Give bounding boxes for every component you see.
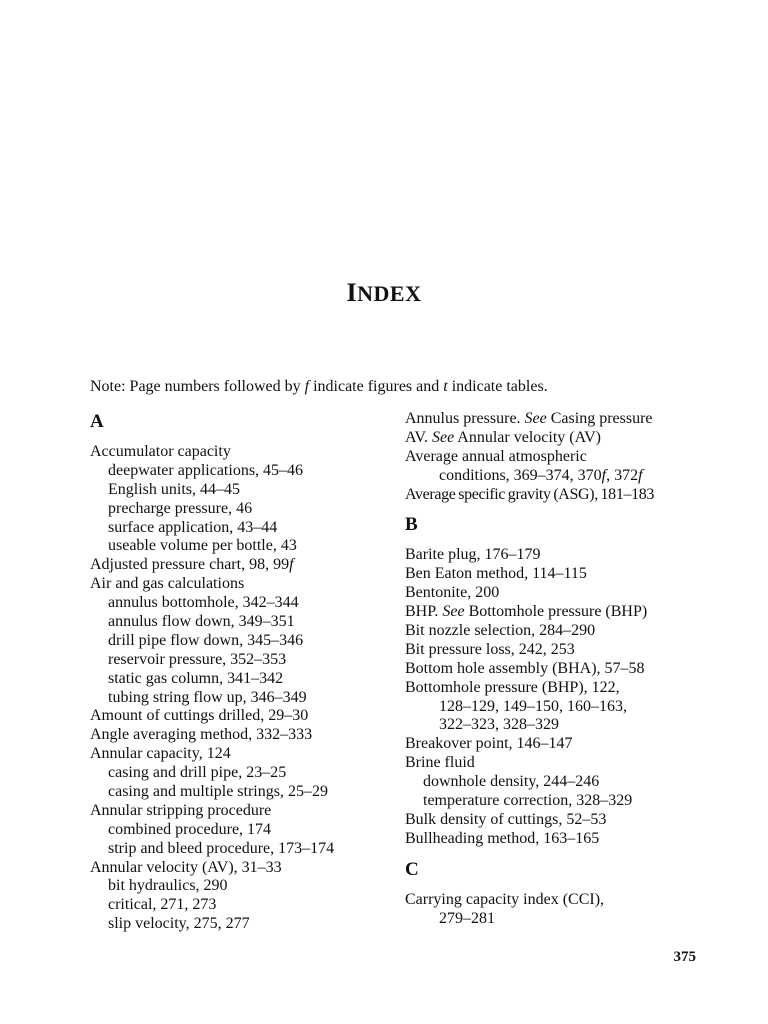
index-subentry: critical, 271, 273 bbox=[108, 896, 217, 914]
index-column-right bbox=[405, 410, 705, 928]
page-title bbox=[0, 278, 768, 308]
index-subentry: deepwater applications, 45–46 bbox=[108, 461, 304, 479]
index-subentry: useable volume per bottle, 43 bbox=[108, 537, 297, 555]
index-subentry: drill pipe flow down, 345–346 bbox=[108, 631, 304, 649]
index-subentry: temperature correction, 328–329 bbox=[423, 792, 633, 810]
figure-marker: f bbox=[289, 556, 294, 574]
index-entry: Ben Eaton method, 114–115 bbox=[405, 565, 587, 583]
index-subentry: annulus bottomhole, 342–344 bbox=[108, 594, 299, 612]
entry-text: BHP. bbox=[405, 603, 443, 621]
entry-text: Adjusted pressure chart, 98, 99 bbox=[90, 556, 290, 574]
index-entry bbox=[405, 410, 705, 429]
index-subentry: tubing string flow up, 346–349 bbox=[108, 688, 307, 706]
title-initial: I bbox=[346, 278, 358, 307]
index-entry: Average annual atmospheric bbox=[405, 447, 587, 465]
index-continuation bbox=[405, 467, 705, 486]
entry-text: Casing pressure bbox=[546, 410, 653, 427]
index-entry: Carrying capacity index (CCI), bbox=[405, 890, 605, 908]
note-f: f bbox=[304, 378, 310, 395]
index-subentry: casing and multiple strings, 25–29 bbox=[108, 783, 328, 801]
index-entry bbox=[405, 603, 705, 622]
index-entry: Bit nozzle selection, 284–290 bbox=[405, 622, 596, 640]
index-entry: Breakover point, 146–147 bbox=[405, 735, 573, 753]
entry-text: Annulus pressure. bbox=[405, 410, 525, 427]
index-continuation: 279–281 bbox=[439, 909, 495, 927]
index-entry: Bottomhole pressure (BHP), 122, bbox=[405, 678, 620, 696]
index-entry bbox=[90, 556, 390, 575]
index-entry: Air and gas calculations bbox=[90, 575, 245, 593]
section-letter-a: A bbox=[90, 411, 104, 432]
index-subentry: strip and bleed procedure, 173–174 bbox=[108, 839, 335, 857]
index-entry: Accumulator capacity bbox=[90, 443, 231, 460]
figure-marker: f bbox=[601, 466, 607, 484]
index-entry bbox=[405, 429, 705, 448]
index-entry: Brine fluid bbox=[405, 754, 475, 772]
entry-text: , 372 bbox=[606, 466, 639, 484]
index-subentry: slip velocity, 275, 277 bbox=[108, 915, 250, 933]
index-subentry: reservoir pressure, 352–353 bbox=[108, 650, 287, 668]
index-subentry: bit hydraulics, 290 bbox=[108, 877, 228, 895]
see-reference: See bbox=[524, 410, 547, 427]
index-subentry: English units, 44–45 bbox=[108, 480, 241, 498]
index-entry: Bottom hole assembly (BHA), 57–58 bbox=[405, 659, 645, 677]
index-subentry: casing and drill pipe, 23–25 bbox=[108, 764, 287, 782]
see-reference: See bbox=[431, 428, 455, 446]
index-subentry: annulus flow down, 349–351 bbox=[108, 613, 295, 631]
section-letter-b: B bbox=[405, 514, 418, 536]
index-entry: Bentonite, 200 bbox=[405, 584, 500, 602]
index-continuation: 322–323, 328–329 bbox=[439, 716, 559, 734]
index-entry: Annular capacity, 124 bbox=[90, 745, 231, 763]
entry-text: Annular velocity (AV) bbox=[454, 428, 601, 446]
index-subentry: combined procedure, 174 bbox=[108, 820, 272, 838]
index-entry: Angle averaging method, 332–333 bbox=[90, 726, 313, 744]
index-note bbox=[90, 377, 710, 396]
entry-text: conditions, 369–374, 370 bbox=[439, 466, 602, 484]
index-entry: Annular stripping procedure bbox=[90, 801, 272, 819]
index-subentry: surface application, 43–44 bbox=[108, 518, 278, 536]
index-entry: Annular velocity (AV), 31–33 bbox=[90, 858, 282, 876]
figure-marker: f bbox=[638, 466, 643, 484]
index-subentry: downhole density, 244–246 bbox=[423, 773, 600, 791]
index-subentry: static gas column, 341–342 bbox=[108, 669, 284, 687]
entry-text: Bottomhole pressure (BHP) bbox=[464, 603, 648, 621]
entry-text: AV. bbox=[405, 428, 432, 446]
index-entry: Average specific gravity (ASG), 181–183 bbox=[405, 485, 655, 503]
index-entry: Barite plug, 176–179 bbox=[405, 546, 541, 564]
index-entry: Bit pressure loss, 242, 253 bbox=[405, 640, 575, 658]
index-entry: Bullheading method, 163–165 bbox=[405, 829, 600, 847]
index-continuation: 128–129, 149–150, 160–163, bbox=[439, 697, 627, 715]
note-text: indicate figures and bbox=[309, 378, 444, 395]
note-text: indicate tables. bbox=[447, 378, 548, 395]
page-number: 375 bbox=[673, 949, 696, 965]
note-text: Note: Page numbers followed by bbox=[90, 378, 305, 395]
index-entry: Bulk density of cuttings, 52–53 bbox=[405, 810, 607, 828]
index-entry: Amount of cuttings drilled, 29–30 bbox=[90, 707, 309, 725]
index-subentry: precharge pressure, 46 bbox=[108, 499, 253, 517]
note-t: t bbox=[443, 378, 448, 395]
section-letter-c: C bbox=[405, 858, 419, 880]
index-column-left bbox=[90, 412, 390, 934]
see-reference: See bbox=[442, 603, 465, 621]
title-rest: NDEX bbox=[357, 281, 422, 306]
